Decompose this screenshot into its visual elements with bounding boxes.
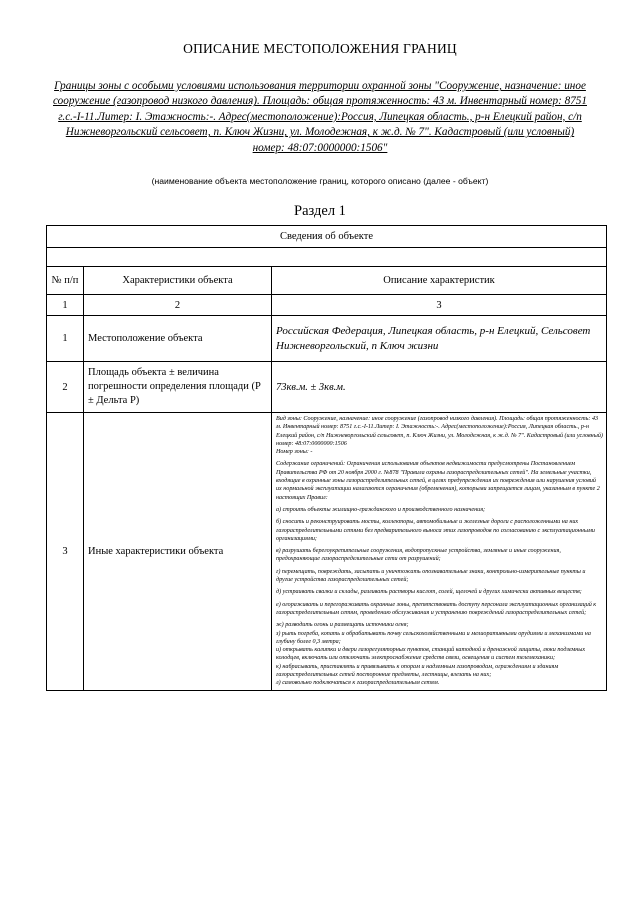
column-number-row (47, 295, 607, 316)
page-title: ОПИСАНИЕ МЕСТОПОЛОЖЕНИЯ ГРАНИЦ (183, 41, 457, 56)
paragraph: е) огораживать и перегораживать охранные зоны, препятствовать доступу персонала эксплуатационных организаций к газораспределительным сетям, проведению обслуживания и устранению повреждений газораспределительных сетей; (276, 601, 597, 616)
header-description: Описание характеристик (272, 267, 607, 295)
row-characteristic: Площадь объекта ± величина погрешности определения площади (Р ± Дельта Р) (84, 362, 272, 413)
row-number: 2 (47, 362, 84, 413)
section-title: Раздел 1 (294, 203, 346, 219)
table-row (47, 362, 607, 413)
paragraph: д) устраивать свалки и склады, разливать растворы кислот, солей, щелочей и других химически активных веществ; (276, 589, 582, 596)
blank-row (47, 248, 607, 267)
column-number: 2 (84, 295, 272, 316)
row-value: Российская Федерация, Липецкая область, р-н Елецкий, Сельсовет Нижневоргольский, п Ключ жизни (272, 316, 607, 362)
paragraph: Вид зоны: Сооружение, назначение: иное сооружение (газопровод низкого давления). Площадь: общая протяженность: 43 м. Инвентарный номер: 8751 г.с.-I-11.Литер: I. Этажность:-. Адрес(местоположение):Россия, Липецкая область., р-н Елецкий район, с/п Нижневоргольский сельсовет, п. Ключ Жизни, ул. Молодежная, к ж.д. № 7". Кадастровый (или условный) номер: 48:07:0000000:1506 (276, 416, 603, 447)
row-characteristic: Иные характеристики объекта (84, 413, 272, 691)
row-value-other-characteristics (272, 413, 607, 691)
row-characteristic: Местоположение объекта (84, 316, 272, 362)
row-number: 1 (47, 316, 84, 362)
column-header-row (47, 267, 607, 295)
paragraph: Содержание ограничений: Ограничения использования объектов недвижимости предусмотрены Постановлением Правительства РФ от 20 ноября 2000 г. №878 "Правила охраны газораспределительных сетей". На земельные участки, входящие в охранные зоны газораспределительных сетей, в целях предупреждения их повреждения или нарушения условий их нормальной эксплуатации налагаются ограничения (обременения), которыми запрещается лицам, указанным в пункте 2 настоящих Правил: (276, 461, 600, 501)
row-number: 3 (47, 413, 84, 691)
subject-description: Границы зоны с особыми условиями использования территории охранной зоны "Сооружение, назначение: иное сооружение (газопровод низкого давления). Площадь: общая протяженность: 43 м. Инвентарный номер: 8751 г.с.-I-11.Литер: I. Этажность:-. Адрес(местоположение):Россия, Липецкая область., р-н Елецкий район, с/п Нижневоргольский сельсовет, п. Ключ Жизни, ул. Молодежная, к ж.д. № 7". Кадастровый (или условный) номер: 48:07:0000000:1506" (53, 80, 587, 154)
paragraph: в) разрушать берегоукрепительные сооружения, водопропускные устройства, земляные и иные сооружения, предохраняющие газораспределительные сети от разрушений; (276, 548, 561, 563)
other-characteristics-text (276, 415, 603, 688)
object-info-table (46, 225, 607, 691)
table-row (47, 413, 607, 691)
blank-cell (47, 248, 607, 267)
header-characteristic: Характеристики объекта (84, 267, 272, 295)
paragraph: ж) разводить огонь и размещать источники огня; (276, 622, 409, 629)
paragraph: б) сносить и реконструировать мосты, коллекторы, автомобильные и железные дороги с расположенными на них газораспределительными сетями без предварительного выноса этих газопроводов по согласованию с эксплуатационными организациями; (276, 519, 595, 542)
paragraph: г) перемещать, повреждать, засыпать и уничтожать опознавательные знаки, контрольно-измерительные пункты и другие устройства газораспределительных сетей; (276, 568, 586, 584)
column-number: 3 (272, 295, 607, 316)
table-info-header: Сведения об объекте (47, 226, 607, 248)
paragraph: з) рыть погреба, копать и обрабатывать почву сельскохозяйственными и мелиоративными орудиями и механизмами на глубину более 0,3 метра; (276, 630, 591, 645)
subject-caption: (наименование объекта местоположение границ, которого описано (далее - объект) (151, 176, 489, 186)
paragraph: и) открывать калитки и двери газорегуляторных пунктов, станций катодной и дренажной защиты, люки подземных колодцев, включать или отключать электроснабжение средств связи, освещения и систем телемеханики; (276, 647, 586, 662)
paragraph: Номер зоны: - (276, 449, 313, 456)
row-value: 73кв.м. ± 3кв.м. (272, 362, 607, 413)
paragraph: к) набрасывать, приставлять и привязывать к опорам и надземным газопроводам, ограждениям и зданиям газораспределительных сетей посторонние предметы, лестницы, влезать на них; (276, 663, 559, 679)
paragraph: л) самовольно подключаться к газораспределительным сетям. (276, 680, 440, 687)
table-row (47, 316, 607, 362)
paragraph: а) строить объекты жилищно-гражданского и производственного назначения; (276, 506, 486, 513)
header-num: № п/п (47, 267, 84, 295)
column-number: 1 (47, 295, 84, 316)
